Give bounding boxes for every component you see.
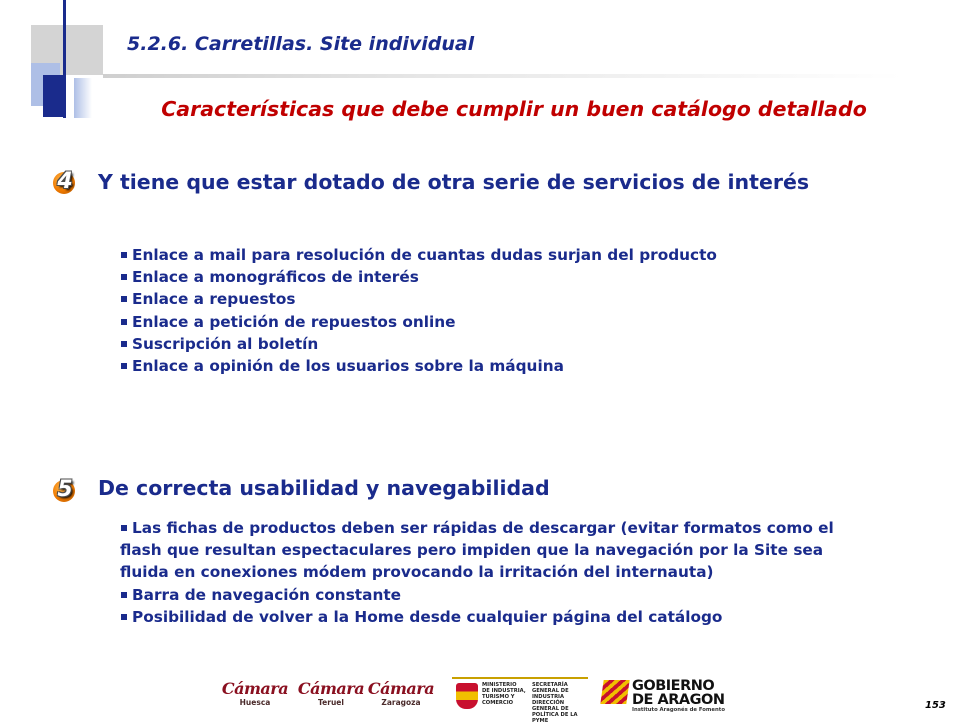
page-title: Características que debe cumplir un buen catálogo detallado [161,97,867,121]
list-item: Barra de navegación constante [120,584,860,606]
list-item: Suscripción al boletín [120,333,880,355]
list-item: Enlace a mail para resolución de cuantas dudas surjan del producto [120,244,880,266]
camara-huesca-logo: Cámara Huesca [221,679,289,707]
corner-decoration [43,75,65,117]
ministerio-logo: MINISTERIO DE INDUSTRIA, TURISMO Y COMERCIO SECRETARÍA GENERAL DE INDUSTRIA DIRECCIÓN GENERAL DE POLÍTICA DE LA PYME [452,677,588,715]
page-number: 153 [925,700,946,711]
corner-decoration [74,78,92,118]
list-item: Enlace a petición de repuestos online [120,311,880,333]
list-item: Las fichas de productos deben ser rápidas de descargar (evitar formatos como el flash que resultan espectaculares pero impiden que la navegación por la Site sea fluida en conexiones módem provocando la irritación del internauta) [120,517,860,584]
header-divider [103,74,903,78]
aragon-flag-icon [600,680,629,704]
camara-teruel-logo: Cámara Teruel [297,679,365,707]
camara-zaragoza-logo: Cámara Zaragoza [367,679,435,707]
list-item: Posibilidad de volver a la Home desde cualquier página del catálogo [120,606,860,628]
gobierno-aragon-logo: GOBIERNO DE ARAGON Instituto Aragonés de Fomento [600,676,730,716]
bullet-list [120,244,880,377]
point-heading: De correcta usabilidad y navegabilidad [98,476,550,500]
list-item: Enlace a monográficos de interés [120,266,880,288]
point-heading: Y tiene que estar dotado de otra serie de servicios de interés [98,170,810,194]
point-number-badge: 4 [47,170,83,194]
section-heading: 5.2.6. Carretillas. Site individual [127,33,475,55]
coat-of-arms-icon [456,683,478,709]
list-item: Enlace a repuestos [120,288,880,310]
bullet-list [120,517,860,628]
point-number-badge: 5 [47,478,83,502]
list-item: Enlace a opinión de los usuarios sobre la máquina [120,355,880,377]
